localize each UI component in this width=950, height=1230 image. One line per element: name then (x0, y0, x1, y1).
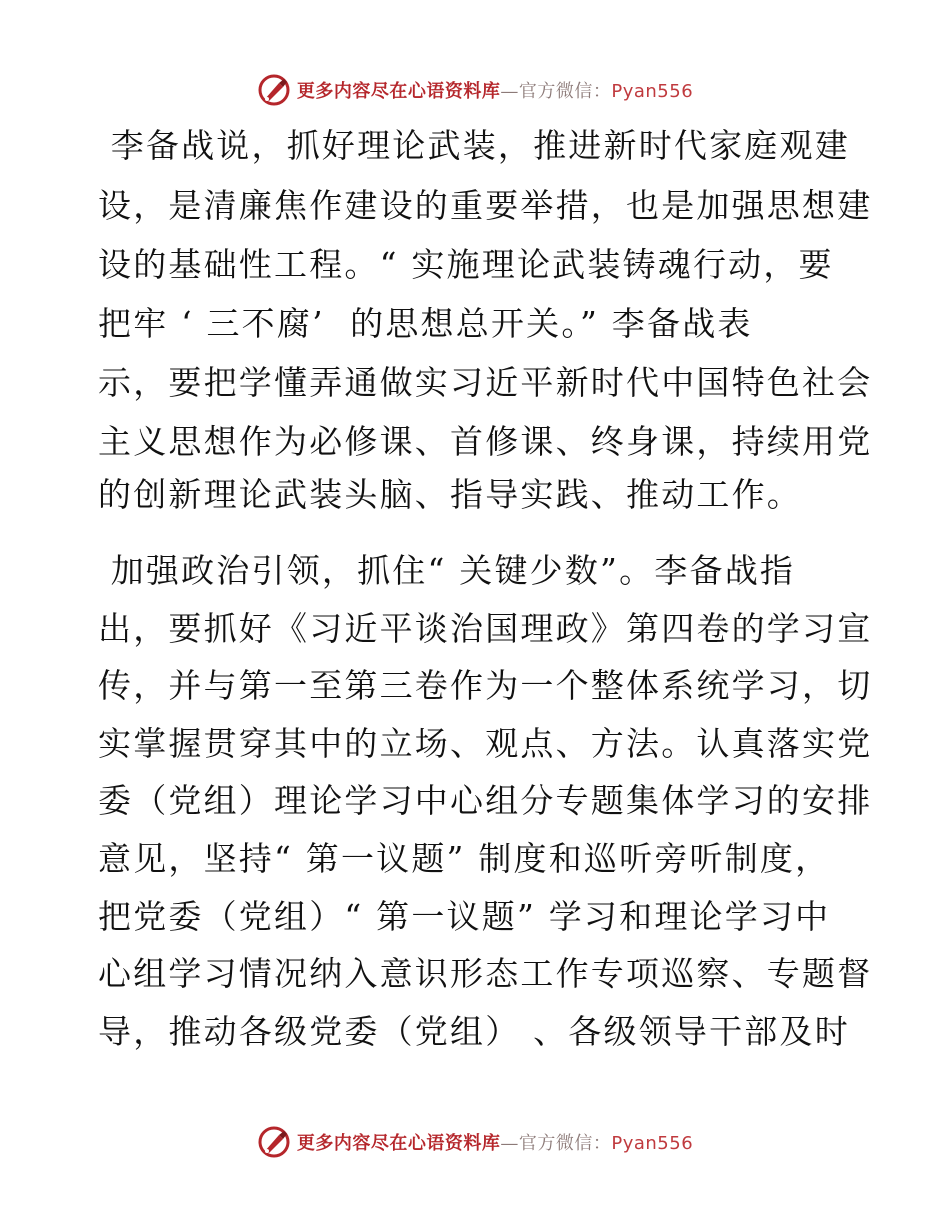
watermark-text: 更多内容尽在心语资料库—官方微信：Pyan556 (296, 1133, 694, 1154)
pen-logo-icon (257, 1125, 291, 1159)
text-line: 委（党组）理论学习中心组分专题集体学习的安排 (98, 781, 873, 820)
text-line: 意见，坚持“ 第一议题” 制度和巡听旁听制度， (98, 839, 831, 878)
text-line: 加强政治引领，抓住“ 关键少数”。李备战指 (98, 551, 796, 590)
header-watermark (0, 70, 950, 110)
text-line: 出，要抓好《习近平谈治国理政》第四卷的学习宣 (98, 609, 873, 648)
text-line: 心组学习情况纳入意识形态工作专项巡察、专题督 (98, 954, 873, 993)
text-line: 导，推动各级党委（党组） 、各级领导干部及时 (98, 1012, 850, 1051)
text-line: 把牢 ‘ 三不腐’ 的思想总开关。” 李备战表 (98, 304, 753, 343)
text-line: 示，要把学懂弄通做实习近平新时代中国特色社会 (98, 363, 873, 402)
watermark-text: 更多内容尽在心语资料库—官方微信：Pyan556 (296, 81, 694, 102)
text-line: 实掌握贯穿其中的立场、观点、方法。认真落实党 (98, 724, 873, 763)
pen-logo-icon (257, 73, 291, 107)
footer-watermark (0, 1122, 950, 1162)
text-line: 设的基础性工程。“ 实施理论武装铸魂行动，要 (98, 245, 834, 284)
text-line: 设，是清廉焦作建设的重要举措，也是加强思想建 (98, 186, 873, 225)
text-line: 的创新理论武装头脑、指导实践、推动工作。 (98, 475, 802, 514)
text-line: 主义思想作为必修课、首修课、终身课，持续用党 (98, 422, 873, 461)
text-line: 李备战说，抓好理论武装，推进新时代家庭观建 (98, 126, 850, 165)
text-line: 传，并与第一至第三卷作为一个整体系统学习，切 (98, 666, 873, 705)
text-line: 把党委（党组）“ 第一议题” 学习和理论学习中 (98, 897, 831, 936)
